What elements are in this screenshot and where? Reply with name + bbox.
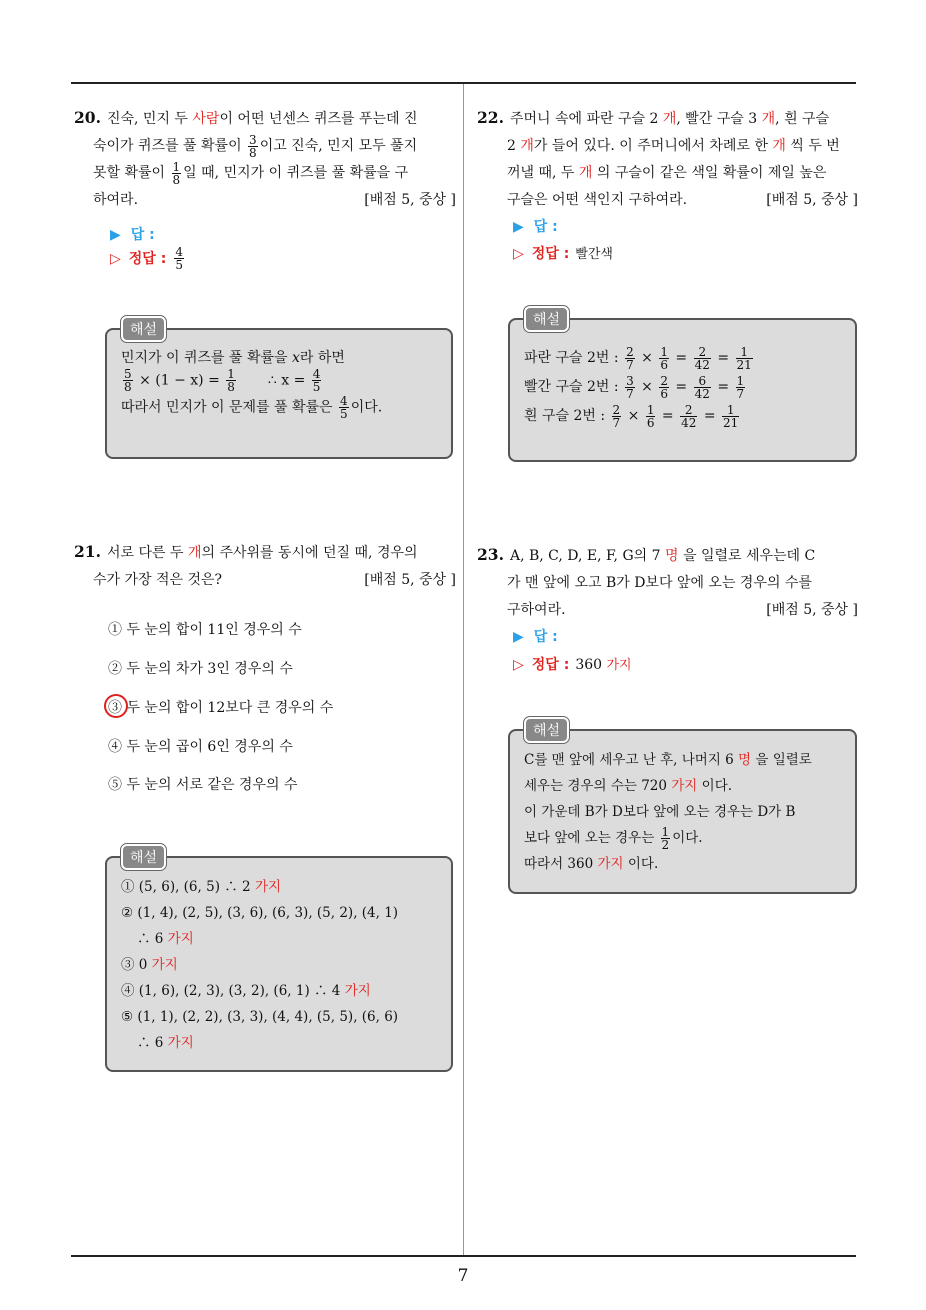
question-number: 23. <box>477 545 504 564</box>
correct-answer: ▷ 정답 : 빨간색 <box>513 246 613 262</box>
choice-4[interactable]: ④ 두 눈의 곱이 6인 경우의 수 <box>108 739 293 755</box>
choice-1[interactable]: ① 두 눈의 합이 11인 경우의 수 <box>108 622 302 638</box>
fraction: $\frac{3}{7}$ <box>626 373 634 401</box>
fraction: $\frac{1}{21}$ <box>723 402 739 430</box>
solution-box-23: 해설 C를 맨 앞에 세우고 난 후, 나머지 6 명 을 일렬로 세우는 경우의 수는 720 가지 이다. 이 가운데 B가 D보다 앞에 오는 경우는 D가 B 보다 앞에 오는 경우는 $\frac{1}{2}$ 이다. 따라서 360 가지 이다. <box>508 729 857 894</box>
choice-3[interactable]: ③ 두 눈의 합이 12보다 큰 경우의 수 <box>108 700 334 716</box>
page-number: 7 <box>457 1266 469 1286</box>
question-number: 22. <box>477 108 504 127</box>
solution-box-21: 해설 ① (5, 6), (6, 5) ∴ 2 가지 ② (1, 4), (2, 5), (3, 6), (6, 3), (5, 2), (4, 1) ∴ 6 가지 ③ 0 가지 ④ (1, 6), (2, 3), (3, 2), (6, 1) ∴ 4 가지 ⑤ (1, 1), (2, 2), (3, 3), (4, 4), (5, 5), (6, 6) ∴ 6 가지 <box>105 856 453 1072</box>
points-label: [배점 5, 중상 ] <box>364 192 456 208</box>
answer-line: ▶ 답 : <box>110 227 155 243</box>
solution-box-20: 해설 민지가 이 퀴즈를 풀 확률을 x라 하면 $\frac{5}{8}$ × (1 − x) = $\frac{1}{8}$ ∴ x = $\frac{4}{5}$ 따라서 민지가 이 문제를 풀 확률은 $\frac{4}{5}$ 이다. <box>105 328 453 459</box>
fraction: $\frac{3}{8}$ <box>249 132 257 160</box>
fraction: $\frac{6}{42}$ <box>694 373 710 401</box>
triangle-outline-icon: ▷ <box>110 250 121 267</box>
question-20: 20. 진숙, 민지 두 사람이 어떤 넌센스 퀴즈를 푸는데 진 숙이가 퀴즈를 풀 확률이 $\frac{3}{8}$ 이고 진숙, 민지 모두 풀지 못할 확률이 $\frac{1}{8}$ 일 때, 민지가 이 퀴즈를 풀 확률을 구 하여라. [배점 5, 중상 ] <box>74 104 456 214</box>
triangle-outline-icon: ▷ <box>513 246 524 262</box>
correct-answer: ▷ 정답 : 360 가지 <box>513 657 632 673</box>
correct-answer: ▷ 정답 : $\frac{4}{5}$ <box>110 245 183 272</box>
selected-choice-circle <box>104 694 128 718</box>
choice-5[interactable]: ⑤ 두 눈의 서로 같은 경우의 수 <box>108 777 298 793</box>
choice-2[interactable]: ② 두 눈의 차가 3인 경우의 수 <box>108 661 293 677</box>
play-icon: ▶ <box>110 227 121 243</box>
points-label: [배점 5, 중상 ] <box>766 192 858 208</box>
question-22: 22. 주머니 속에 파란 구슬 2 개, 빨간 구슬 3 개, 흰 구슬 2 개가 들어 있다. 이 주머니에서 차례로 한 개 씩 두 번 꺼낼 때, 두 개 의 구슬이 같은 색일 확률이 제일 높은 구슬은 어떤 색인지 구하여라. [배점 5, 중상 ] <box>477 104 858 214</box>
solution-box-22: 해설 파란 구슬 2번 : $\frac{2}{7}$ × $\frac{1}{6}$ = $\frac{2}{42}$ = $\frac{1}{21}$ 빨간 구슬 2번 : $\frac{3}{7}$ × $\frac{2}{6}$ = $\frac{6}{42}$ = $\frac{1}{7}$ 흰 구슬 2번 : $\frac{2}{7}$ × $\frac{1}{6}$ = $\frac{2}{42}$ = $\frac{1}{21}$ <box>508 318 857 462</box>
points-label: [배점 5, 중상 ] <box>766 602 858 618</box>
solution-tag: 해설 <box>121 316 166 342</box>
fraction: $\frac{2}{42}$ <box>694 344 710 372</box>
fraction: $\frac{1}{6}$ <box>646 402 655 430</box>
solution-tag: 해설 <box>121 844 166 870</box>
play-icon: ▶ <box>513 219 524 235</box>
points-label: [배점 5, 중상 ] <box>364 572 456 588</box>
solution-tag: 해설 <box>524 306 569 332</box>
question-number: 21. <box>74 542 101 561</box>
question-number: 20. <box>74 108 101 127</box>
fraction: $\frac{1}{8}$ <box>172 159 181 187</box>
solution-tag: 해설 <box>524 717 569 743</box>
fraction: $\frac{2}{7}$ <box>612 402 621 430</box>
fraction: $\frac{4}{5}$ <box>175 245 183 272</box>
fraction: $\frac{2}{6}$ <box>660 373 668 401</box>
fraction: $\frac{1}{7}$ <box>736 373 745 401</box>
fraction: $\frac{2}{42}$ <box>681 402 697 430</box>
fraction: $\frac{2}{7}$ <box>626 344 634 372</box>
fraction: $\frac{1}{6}$ <box>660 344 668 372</box>
play-icon: ▶ <box>513 629 524 645</box>
triangle-outline-icon: ▷ <box>513 657 524 673</box>
column-divider <box>463 84 464 1256</box>
answer-line: ▶ 답 : <box>513 219 558 235</box>
question-21: 21. 서로 다른 두 개의 주사위를 동시에 던질 때, 경우의 수가 가장 적은 것은? [배점 5, 중상 ] <box>74 538 456 594</box>
bottom-rule <box>71 1255 856 1257</box>
fraction: $\frac{1}{21}$ <box>736 344 752 372</box>
answer-line: ▶ 답 : <box>513 629 558 645</box>
question-23: 23. A, B, C, D, E, F, G의 7 명 을 일렬로 세우는데 C 가 맨 앞에 오고 B가 D보다 앞에 오는 경우의 수를 구하여라. [배점 5, 중상 ] <box>477 541 858 624</box>
